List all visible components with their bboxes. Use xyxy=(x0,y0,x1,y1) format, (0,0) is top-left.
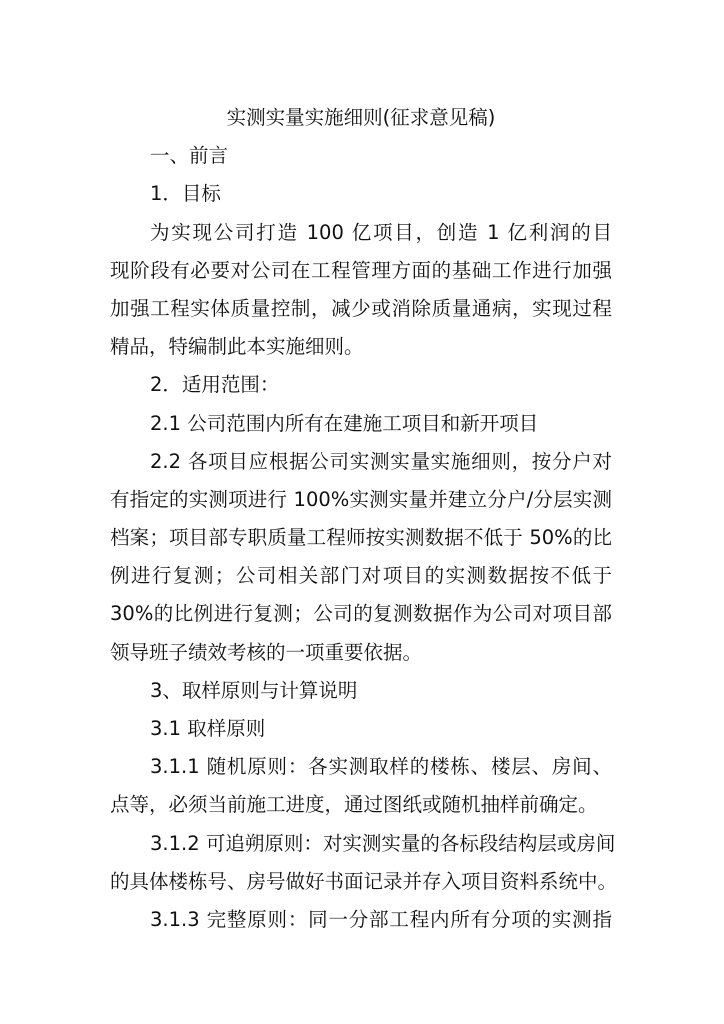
paragraph-line-first: 3、取样原则与计算说明 xyxy=(150,678,358,702)
paragraph-line-first: 为实现公司打造 100 亿项目，创造 1 亿利润的目 xyxy=(150,220,612,244)
document-title: 实测实量实施细则(征求意见稿) xyxy=(226,106,496,129)
paragraph-line-first: 2.1 公司范围内所有在建施工项目和新开项目 xyxy=(150,411,539,435)
document-page xyxy=(110,99,618,939)
paragraph-line: 30%的比例进行复测；公司的复测数据作为公司对项目部 xyxy=(110,602,612,626)
paragraph-line: 有指定的实测项进行 100%实测实量并建立分户/分层实测 xyxy=(110,487,612,511)
paragraph-line: 精品，特编制此本实施细则。 xyxy=(110,335,364,359)
paragraph-line: 档案；项目部专职质量工程师按实测数据不低于 50%的比 xyxy=(110,526,612,550)
paragraph-line: 例进行复测；公司相关部门对项目的实测数据按不低于 xyxy=(110,564,612,588)
paragraph-line: 点等，必须当前施工进度，通过图纸或随机抽样前确定。 xyxy=(110,793,598,817)
paragraph-line-first: 一、前言 xyxy=(150,144,229,168)
paragraph-line: 加强工程实体质量控制，减少或消除质量通病，实现过程 xyxy=(110,296,612,320)
paragraph-line: 领导班子绩效考核的一项重要依据。 xyxy=(110,640,423,664)
paragraph-line-first: 2．适用范围： xyxy=(150,373,280,397)
paragraph-line: 现阶段有必要对公司在工程管理方面的基础工作进行加强 xyxy=(110,258,612,282)
paragraph-line-first: 2.2 各项目应根据公司实测实量实施细则，按分户对 xyxy=(150,449,612,473)
paragraph-line-first: 3.1.3 完整原则：同一分部工程内所有分项的实测指 xyxy=(150,907,612,931)
document-body xyxy=(110,137,618,939)
paragraph-line: 的具体楼栋号、房号做好书面记录并存入项目资料系统中。 xyxy=(110,869,618,893)
paragraph-line-first: 3.1.1 随机原则：各实测取样的楼栋、楼层、房间、 xyxy=(150,755,612,779)
paragraph-line-first: 1．目标 xyxy=(150,182,221,206)
paragraph-line-first: 3.1 取样原则 xyxy=(150,717,266,740)
paragraph-line-first: 3.1.2 可追朔原则：对实测实量的各标段结构层或房间 xyxy=(150,831,616,855)
